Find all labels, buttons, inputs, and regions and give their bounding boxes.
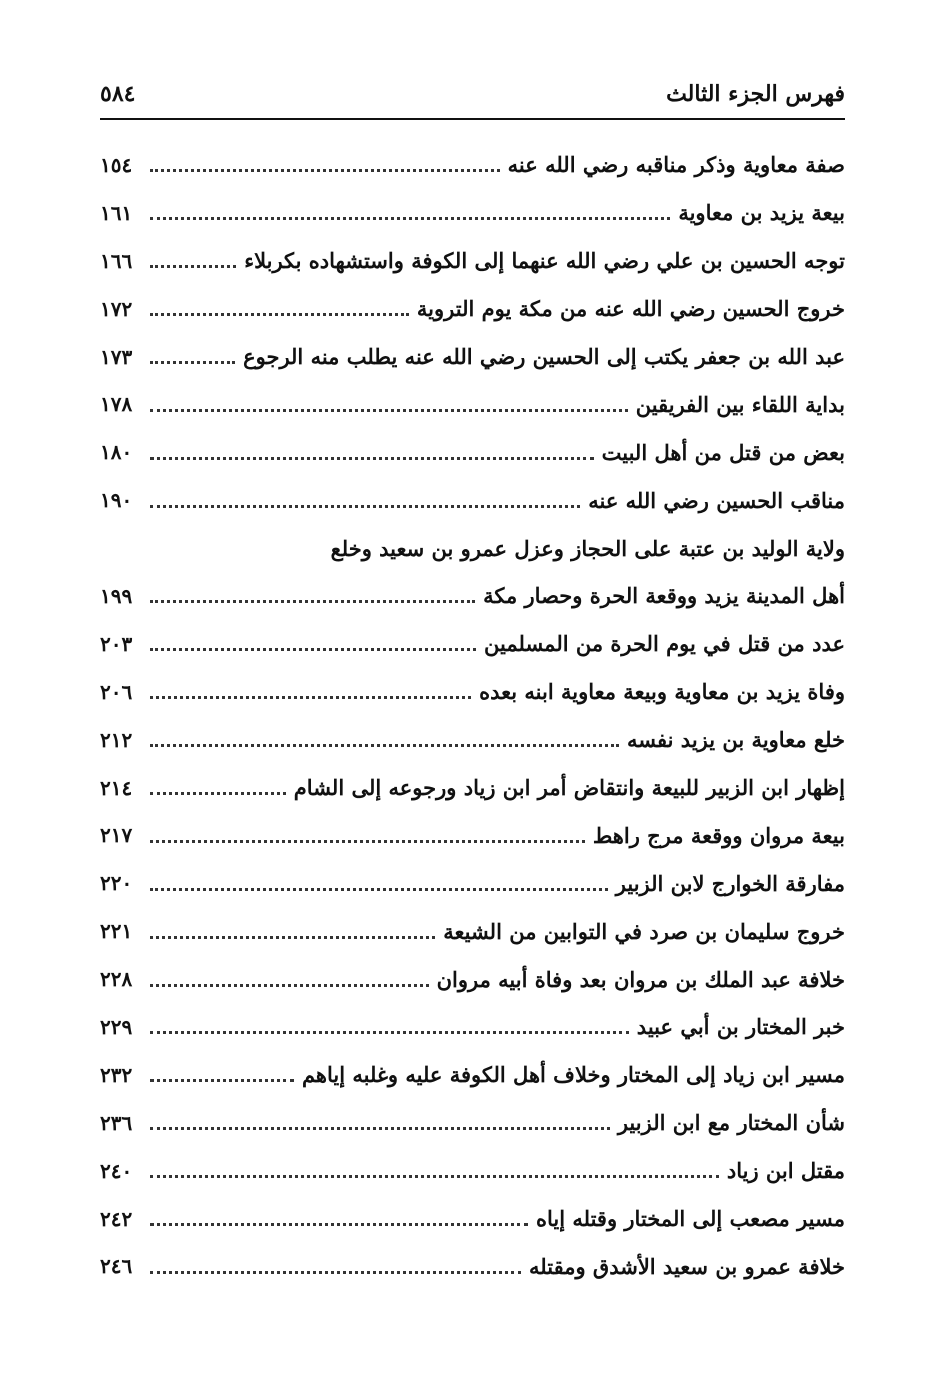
toc-entry — [100, 428, 845, 476]
toc-entry-title: خروج الحسين رضي الله عنه من مكة يوم التروية — [416, 296, 845, 322]
dot-leader — [150, 1079, 294, 1082]
toc-entry-title: مناقب الحسين رضي الله عنه — [588, 487, 845, 513]
toc-entry-title: خلافة عمرو بن سعيد الأشدق ومقتله — [529, 1253, 845, 1279]
toc-entry-title: شأن المختار مع ابن الزبير — [617, 1110, 845, 1136]
dot-leader — [150, 361, 235, 364]
toc-entry-page: ٢٢٠ — [100, 871, 133, 896]
toc-entry-title: وفاة يزيد بن معاوية وبيعة معاوية ابنه بعده — [479, 679, 845, 705]
toc-entry — [100, 476, 845, 524]
toc-entry-page: ٢٢٨ — [100, 967, 133, 992]
toc-entry — [100, 716, 845, 764]
toc-entry-title: بيعة مروان ووقعة مرج راهط — [592, 822, 845, 848]
toc-entry-page: ٢٤٠ — [100, 1158, 133, 1183]
toc-entry-page: ٢٠٣ — [100, 631, 133, 656]
toc-entry — [100, 1195, 845, 1243]
dot-leader — [150, 313, 409, 316]
toc-entry-page: ١٩٩ — [100, 583, 133, 608]
table-of-contents — [100, 141, 845, 1290]
toc-entry-page: ١٨٠ — [100, 440, 133, 465]
dot-leader — [150, 169, 500, 172]
toc-entry-page: ١٦١ — [100, 200, 133, 225]
toc-entry-title: عبد الله بن جعفر يكتب إلى الحسين رضي الله عنه يطلب منه الرجوع — [243, 344, 845, 369]
toc-entry — [100, 189, 845, 237]
toc-entry — [100, 1099, 845, 1147]
toc-entry — [100, 764, 845, 812]
toc-entry — [100, 380, 845, 428]
page-header — [100, 74, 845, 114]
dot-leader — [150, 1127, 610, 1130]
toc-entry-title: خبر المختار بن أبي عبيد — [636, 1014, 845, 1040]
toc-entry-title: ولاية الوليد بن عتبة على الحجاز وعزل عمرو بن سعيد وخلع — [330, 535, 845, 561]
dot-leader — [150, 984, 429, 987]
toc-entry — [100, 1003, 845, 1051]
toc-entry-title: توجه الحسين بن علي رضي الله عنهما إلى الكوفة واستشهاده بكربلاء — [244, 248, 845, 274]
dot-leader — [150, 936, 435, 939]
toc-entry — [100, 1242, 845, 1290]
dot-leader — [150, 840, 585, 843]
toc-entry-title: خلع معاوية بن يزيد نفسه — [627, 727, 845, 753]
toc-entry — [100, 1147, 845, 1195]
toc-entry — [100, 620, 845, 668]
toc-entry-title: صفة معاوية وذكر مناقبه رضي الله عنه — [507, 152, 845, 178]
dot-leader — [150, 1031, 629, 1034]
toc-entry — [100, 524, 845, 572]
toc-entry — [100, 668, 845, 716]
toc-entry-title: مقتل ابن زياد — [726, 1158, 845, 1184]
dot-leader — [150, 1223, 528, 1226]
toc-entry — [100, 859, 845, 907]
toc-entry-page: ٢٢٩ — [100, 1014, 133, 1039]
toc-entry-page: ١٧٢ — [100, 296, 133, 321]
dot-leader — [150, 217, 670, 220]
toc-entry — [100, 141, 845, 189]
dot-leader — [150, 505, 580, 508]
toc-entry-title: مفارقة الخوارج لابن الزبير — [615, 870, 845, 896]
toc-entry-page: ٢١٧ — [100, 823, 133, 848]
toc-entry-page: ٢١٤ — [100, 775, 133, 800]
running-title: فهرس الجزء الثالث — [666, 81, 845, 107]
page-number: ٥٨٤ — [100, 81, 136, 107]
dot-leader — [150, 1175, 719, 1178]
dot-leader — [150, 457, 594, 460]
dot-leader — [150, 792, 286, 795]
toc-entry-page: ١٥٤ — [100, 152, 133, 177]
dot-leader — [150, 1271, 521, 1274]
toc-entry-page: ١٦٦ — [100, 248, 133, 273]
toc-entry-title: خلافة عبد الملك بن مروان بعد وفاة أبيه مروان — [436, 966, 845, 992]
toc-entry — [100, 333, 845, 381]
toc-entry — [100, 237, 845, 285]
toc-entry-page: ٢٣٢ — [100, 1062, 133, 1087]
toc-entry — [100, 955, 845, 1003]
toc-entry-title: أهل المدينة يزيد ووقعة الحرة وحصار مكة — [483, 583, 845, 609]
toc-entry — [100, 572, 845, 620]
toc-entry-page: ٢٢١ — [100, 919, 133, 944]
toc-entry-page: ١٧٨ — [100, 392, 133, 417]
toc-entry-page: ٢١٢ — [100, 727, 133, 752]
toc-entry-title: إظهار ابن الزبير للبيعة وانتقاض أمر ابن زياد ورجوعه إلى الشام — [293, 775, 845, 801]
toc-entry-page: ١٧٣ — [100, 344, 133, 369]
toc-entry-title: خروج سليمان بن صرد في التوابين من الشيعة — [443, 918, 845, 944]
toc-entry-page: ١٩٠ — [100, 488, 133, 513]
toc-entry-page: ٢٣٦ — [100, 1110, 133, 1135]
dot-leader — [150, 744, 619, 747]
dot-leader — [150, 888, 608, 891]
toc-entry — [100, 907, 845, 955]
toc-entry-page: ٢٠٦ — [100, 679, 133, 704]
toc-entry-title: بعض من قتل من أهل البيت — [601, 439, 845, 465]
dot-leader — [150, 409, 628, 412]
toc-entry-title: بيعة يزيد بن معاوية — [678, 200, 845, 226]
dot-leader — [150, 600, 475, 603]
header-rule — [100, 118, 845, 120]
toc-entry-title: مسير مصعب إلى المختار وقتله إياه — [535, 1206, 845, 1232]
toc-entry — [100, 285, 845, 333]
dot-leader — [150, 648, 476, 651]
dot-leader — [150, 265, 236, 268]
toc-entry — [100, 811, 845, 859]
toc-entry-page: ٢٤٢ — [100, 1206, 133, 1231]
toc-entry — [100, 1051, 845, 1099]
toc-entry-page: ٢٤٦ — [100, 1254, 133, 1279]
toc-entry-title: بداية اللقاء بين الفريقين — [635, 391, 845, 417]
toc-entry-title: مسير ابن زياد إلى المختار وخلاف أهل الكوفة عليه وغلبه إياهم — [301, 1062, 845, 1088]
toc-entry-title: عدد من قتل في يوم الحرة من المسلمين — [484, 631, 845, 657]
dot-leader — [150, 696, 471, 699]
